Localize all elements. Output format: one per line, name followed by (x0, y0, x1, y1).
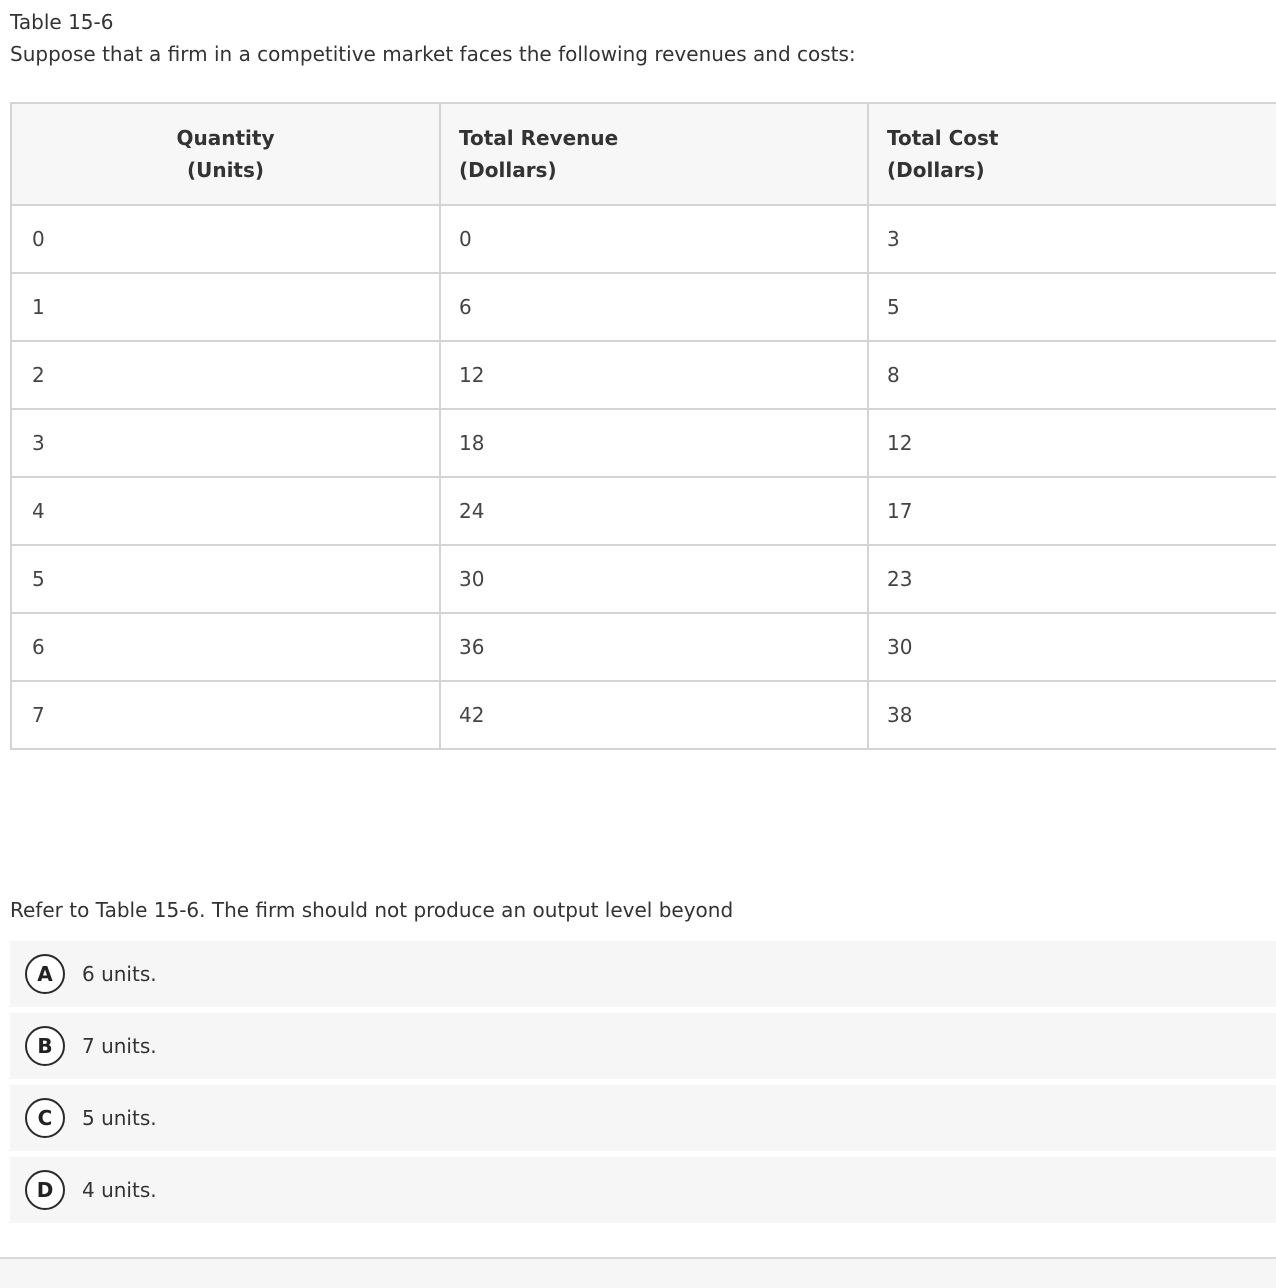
option-letter-badge: C (25, 1098, 65, 1138)
option-letter-badge: A (25, 954, 65, 994)
cell-total-cost: 3 (868, 205, 1276, 273)
footer-bar (0, 1259, 1276, 1288)
cell-quantity: 3 (11, 409, 440, 477)
cell-quantity: 7 (11, 681, 440, 749)
table-row (11, 613, 1276, 681)
cell-quantity: 1 (11, 273, 440, 341)
cell-total-revenue: 6 (440, 273, 868, 341)
cell-total-revenue: 18 (440, 409, 868, 477)
question-text: Refer to Table 15-6. The firm should not produce an output level beyond (10, 898, 734, 922)
header-quantity (11, 103, 440, 205)
table-row (11, 273, 1276, 341)
header-total-revenue-label: Total Revenue (459, 126, 619, 150)
option-letter-badge: B (25, 1026, 65, 1066)
intro-text: Suppose that a firm in a competitive market faces the following revenues and costs: (10, 42, 856, 66)
cell-total-revenue: 42 (440, 681, 868, 749)
cell-total-cost: 23 (868, 545, 1276, 613)
table-title: Table 15-6 (10, 10, 114, 34)
cell-total-cost: 38 (868, 681, 1276, 749)
header-quantity-label: Quantity (176, 126, 275, 150)
header-total-cost-unit: (Dollars) (887, 158, 985, 182)
cell-total-revenue: 0 (440, 205, 868, 273)
revenue-cost-table (10, 102, 1276, 750)
cell-total-revenue: 36 (440, 613, 868, 681)
answer-option-c[interactable] (10, 1085, 1276, 1151)
answer-option-d[interactable] (10, 1157, 1276, 1223)
cell-total-cost: 17 (868, 477, 1276, 545)
header-total-cost (868, 103, 1276, 205)
table-header-row (11, 103, 1276, 205)
table-row (11, 477, 1276, 545)
cell-quantity: 6 (11, 613, 440, 681)
option-text: 7 units. (82, 1034, 157, 1058)
answer-option-a[interactable] (10, 941, 1276, 1007)
cell-total-cost: 5 (868, 273, 1276, 341)
cell-quantity: 5 (11, 545, 440, 613)
cell-total-revenue: 12 (440, 341, 868, 409)
table-row (11, 205, 1276, 273)
table-row (11, 409, 1276, 477)
option-text: 5 units. (82, 1106, 157, 1130)
answer-option-b[interactable] (10, 1013, 1276, 1079)
header-total-revenue-unit: (Dollars) (459, 158, 557, 182)
table-row (11, 341, 1276, 409)
header-quantity-unit: (Units) (186, 158, 265, 182)
cell-quantity: 2 (11, 341, 440, 409)
cell-total-revenue: 30 (440, 545, 868, 613)
cell-quantity: 0 (11, 205, 440, 273)
cell-total-cost: 8 (868, 341, 1276, 409)
option-letter-badge: D (25, 1170, 65, 1210)
cell-total-revenue: 24 (440, 477, 868, 545)
cell-total-cost: 30 (868, 613, 1276, 681)
option-text: 6 units. (82, 962, 157, 986)
cell-total-cost: 12 (868, 409, 1276, 477)
header-total-revenue (440, 103, 868, 205)
table-row (11, 545, 1276, 613)
header-total-cost-label: Total Cost (887, 126, 999, 150)
cell-quantity: 4 (11, 477, 440, 545)
option-text: 4 units. (82, 1178, 157, 1202)
table-row (11, 681, 1276, 749)
